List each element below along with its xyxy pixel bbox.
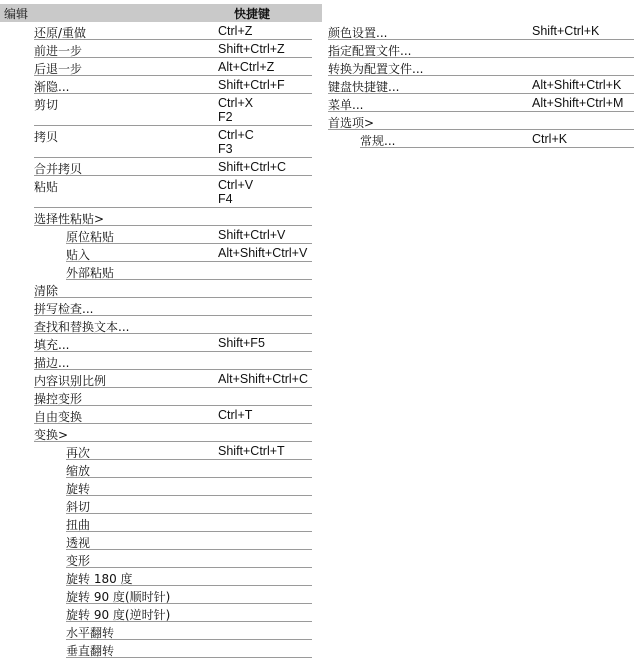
menu-row <box>66 568 312 586</box>
menu-command-label: 变形 <box>66 554 91 568</box>
menu-row <box>66 442 312 460</box>
shortcut-key-alt: F3 <box>218 142 233 156</box>
menu-row <box>34 370 312 388</box>
menu-row <box>66 478 312 496</box>
menu-row <box>66 244 312 262</box>
menu-row <box>34 94 312 126</box>
menu-command-label: 垂直翻转 <box>66 644 115 658</box>
menu-command-label: 常规... <box>360 134 396 148</box>
menu-command-label: 首选项> <box>328 116 375 130</box>
menu-command-label: 转换为配置文件... <box>328 62 424 76</box>
shortcut-key-alt: F2 <box>218 110 233 124</box>
menu-command-label: 内容识别比例 <box>34 374 107 388</box>
shortcut-key: Shift+Ctrl+C <box>218 160 287 174</box>
menu-row <box>34 334 312 352</box>
menu-title: 编辑 <box>4 7 29 21</box>
shortcut-key: Alt+Shift+Ctrl+M <box>532 96 624 110</box>
menu-row <box>34 388 312 406</box>
shortcut-key: Shift+F5 <box>218 336 265 350</box>
menu-row <box>66 622 312 640</box>
menu-command-label: 还原/重做 <box>34 26 87 40</box>
menu-command-label: 查找和替换文本... <box>34 320 130 334</box>
menu-command-label: 清除 <box>34 284 59 298</box>
menu-command-label: 旋转 90 度(逆时针) <box>66 608 171 622</box>
menu-row <box>66 514 312 532</box>
menu-command-label: 变换> <box>34 428 69 442</box>
menu-row <box>328 58 634 76</box>
menu-row <box>328 112 634 130</box>
menu-command-label: 描边... <box>34 356 70 370</box>
menu-command-label: 指定配置文件... <box>328 44 412 58</box>
menu-row <box>34 22 312 40</box>
menu-command-label: 颜色设置... <box>328 26 388 40</box>
menu-command-label: 斜切 <box>66 500 91 514</box>
menu-row <box>34 40 312 58</box>
menu-command-label: 旋转 <box>66 482 91 496</box>
menu-command-label: 拷贝 <box>34 130 59 144</box>
shortcut-key-alt: F4 <box>218 192 233 206</box>
shortcut-key: Shift+Ctrl+F <box>218 78 285 92</box>
shortcut-key: Ctrl+X <box>218 96 254 110</box>
menu-command-label: 原位粘贴 <box>66 230 115 244</box>
shortcut-key: Ctrl+C <box>218 128 254 142</box>
menu-row <box>328 94 634 112</box>
menu-row <box>66 604 312 622</box>
menu-command-label: 外部粘贴 <box>66 266 115 280</box>
menu-row <box>66 532 312 550</box>
menu-command-label: 扭曲 <box>66 518 91 532</box>
shortcut-key: Alt+Shift+Ctrl+K <box>532 78 622 92</box>
shortcut-key: Shift+Ctrl+K <box>532 24 600 38</box>
table-header <box>0 4 322 22</box>
menu-row <box>34 298 312 316</box>
menu-row <box>34 280 312 298</box>
menu-row <box>34 424 312 442</box>
menu-command-label: 自由变换 <box>34 410 83 424</box>
menu-row <box>66 262 312 280</box>
menu-command-label: 键盘快捷键... <box>328 80 400 94</box>
menu-row <box>66 550 312 568</box>
menu-command-label: 前进一步 <box>34 44 83 58</box>
menu-row <box>66 226 312 244</box>
menu-command-label: 后退一步 <box>34 62 83 76</box>
menu-command-label: 旋转 180 度 <box>66 572 133 586</box>
menu-row <box>328 76 634 94</box>
menu-row <box>66 496 312 514</box>
menu-command-label: 贴入 <box>66 248 91 262</box>
menu-row <box>66 460 312 478</box>
menu-row <box>34 76 312 94</box>
shortcut-column-header: 快捷键 <box>234 7 271 21</box>
menu-command-label: 选择性粘贴> <box>34 212 105 226</box>
menu-row <box>34 158 312 176</box>
menu-row <box>34 126 312 158</box>
menu-command-label: 菜单... <box>328 98 364 112</box>
shortcut-key: Alt+Shift+Ctrl+C <box>218 372 308 386</box>
shortcut-key: Ctrl+K <box>532 132 568 146</box>
menu-row <box>66 640 312 658</box>
menu-command-label: 再次 <box>66 446 91 460</box>
shortcut-key: Shift+Ctrl+Z <box>218 42 285 56</box>
menu-row <box>34 208 312 226</box>
shortcut-key: Alt+Ctrl+Z <box>218 60 275 74</box>
shortcut-key: Ctrl+V <box>218 178 254 192</box>
menu-row <box>66 586 312 604</box>
menu-row <box>34 176 312 208</box>
menu-command-label: 水平翻转 <box>66 626 115 640</box>
menu-command-label: 填充... <box>34 338 70 352</box>
menu-row <box>328 22 634 40</box>
shortcut-key: Ctrl+T <box>218 408 253 422</box>
menu-command-label: 合并拷贝 <box>34 162 83 176</box>
shortcut-key: Ctrl+Z <box>218 24 253 38</box>
shortcut-key: Shift+Ctrl+V <box>218 228 286 242</box>
menu-row <box>34 316 312 334</box>
shortcut-key: Shift+Ctrl+T <box>218 444 285 458</box>
menu-command-label: 缩放 <box>66 464 91 478</box>
menu-row <box>34 352 312 370</box>
menu-row <box>328 40 634 58</box>
menu-row <box>360 130 634 148</box>
menu-command-label: 旋转 90 度(顺时针) <box>66 590 171 604</box>
menu-row <box>34 58 312 76</box>
shortcut-key: Alt+Shift+Ctrl+V <box>218 246 308 260</box>
menu-command-label: 渐隐... <box>34 80 70 94</box>
menu-command-label: 剪切 <box>34 98 59 112</box>
menu-command-label: 透视 <box>66 536 91 550</box>
menu-command-label: 粘贴 <box>34 180 59 194</box>
menu-command-label: 拼写检查... <box>34 302 94 316</box>
menu-row <box>34 406 312 424</box>
menu-command-label: 操控变形 <box>34 392 83 406</box>
